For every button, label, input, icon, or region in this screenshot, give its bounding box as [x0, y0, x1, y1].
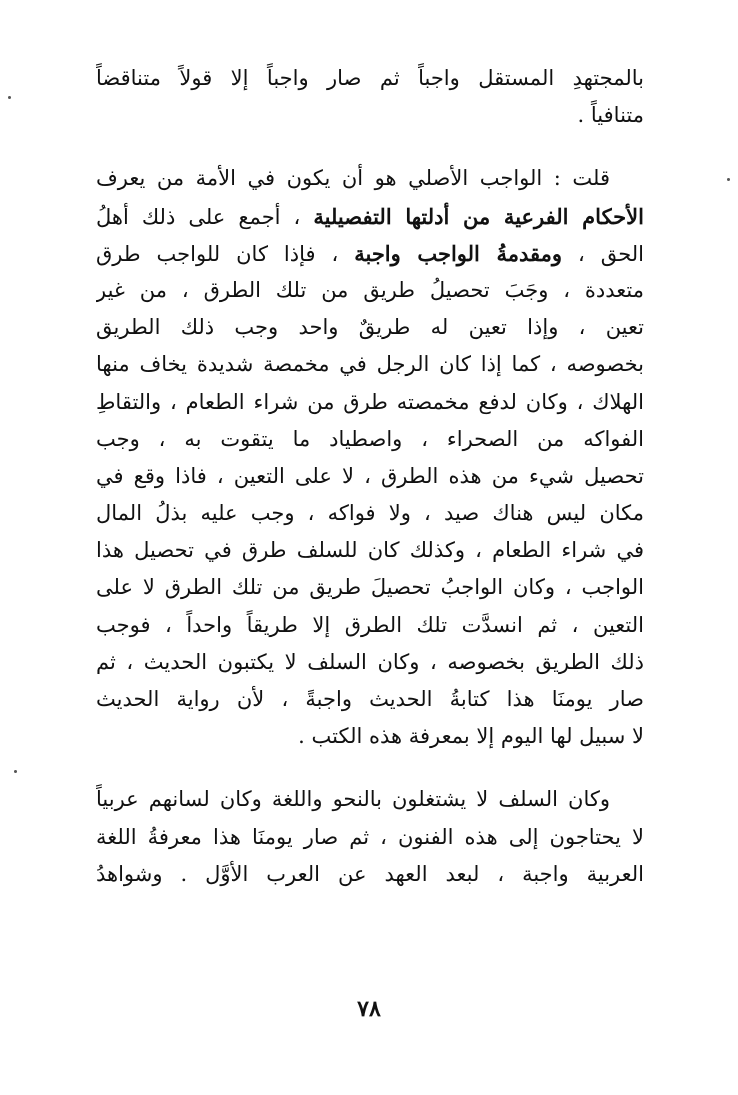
text-line: وكان السلف لا يشتغلون بالنحو واللغة وكان لسانهم عربياً [96, 787, 610, 812]
bold-phrase: الأحكام الفرعية من أدلتها التفصيلية [313, 203, 644, 229]
scan-speck [8, 96, 11, 99]
scan-speck [14, 770, 17, 773]
line-head: الحق ، [562, 241, 644, 266]
scan-speck [727, 178, 730, 181]
text-line: متعددة ، وجَبَ تحصيلُ طريق من تلك الطرق ، من غير [96, 277, 644, 302]
page-number: ٧٨ [357, 996, 381, 1022]
text-line-with-bold [96, 235, 644, 272]
text-line: قلت : الواجب الأصلي هو أن يكون في الأمة من يعرف [96, 166, 610, 191]
line-tail: ، فإذا كان للواجب طرق [96, 241, 355, 266]
paragraph-3 [96, 781, 644, 893]
text-line: ذلك الطريق بخصوصه ، وكان السلف لا يكتبون الحديث ، ثم [96, 649, 644, 674]
paragraph-2 [96, 160, 644, 755]
text-line: التعين ، ثم انسدَّت تلك الطرق إلا طريقاً واحداً ، فوجب [96, 612, 644, 637]
text-line: متنافياً . [577, 103, 644, 128]
text-line: بالمجتهدِ المستقل واجباً ثم صار واجباً إلا قولاً متناقضاً [96, 66, 644, 90]
text-line: لا سبيل لها اليوم إلا بمعرفة هذه الكتب . [298, 724, 644, 749]
text-line: تحصيل شيء من هذه الطرق ، لا على التعين ، فاذا وقع في [96, 463, 644, 488]
line-tail: ، أجمع على ذلك أهلُ [96, 204, 314, 229]
text-line: تعين ، وإذا تعين له طريقٌ واحد وجب ذلك الطريق [96, 315, 644, 340]
page-body [96, 60, 644, 893]
text-line: في شراء الطعام ، وكذلك كان للسلف طرق في تحصيل هذا [96, 538, 644, 563]
text-line: الهلاك ، وكان لدفع مخمصته طرق من شراء الطعام ، والتقاطِ [96, 389, 644, 414]
bold-phrase: ومقدمةُ الواجب واجبة [354, 240, 563, 266]
text-line: لا يحتاجون إلى هذه الفنون ، ثم صار يومنَا هذا معرفةُ اللغة [96, 824, 644, 849]
text-line: صار يومنَا هذا كتابةُ الحديث واجبةً ، لأن رواية الحديث [96, 687, 644, 711]
paragraph-1 [96, 60, 644, 134]
text-line: العربية واجبة ، لبعد العهد عن العرب الأوَّل . وشواهدُ [96, 861, 644, 886]
text-line: مكان ليس هناك صيد ، ولا فواكه ، وجب عليه بذلُ المال [96, 501, 644, 526]
text-line: بخصوصه ، كما إذا كان الرجل في مخمصة شديدة يخاف منها [96, 352, 644, 377]
text-line: الفواكه من الصحراء ، واصطياد ما يتقوت به ، وجب [96, 426, 644, 451]
text-line: الواجب ، وكان الواجبُ تحصيلَ طريق من تلك الطرق لا على [96, 575, 644, 600]
text-line-with-bold [96, 198, 644, 235]
